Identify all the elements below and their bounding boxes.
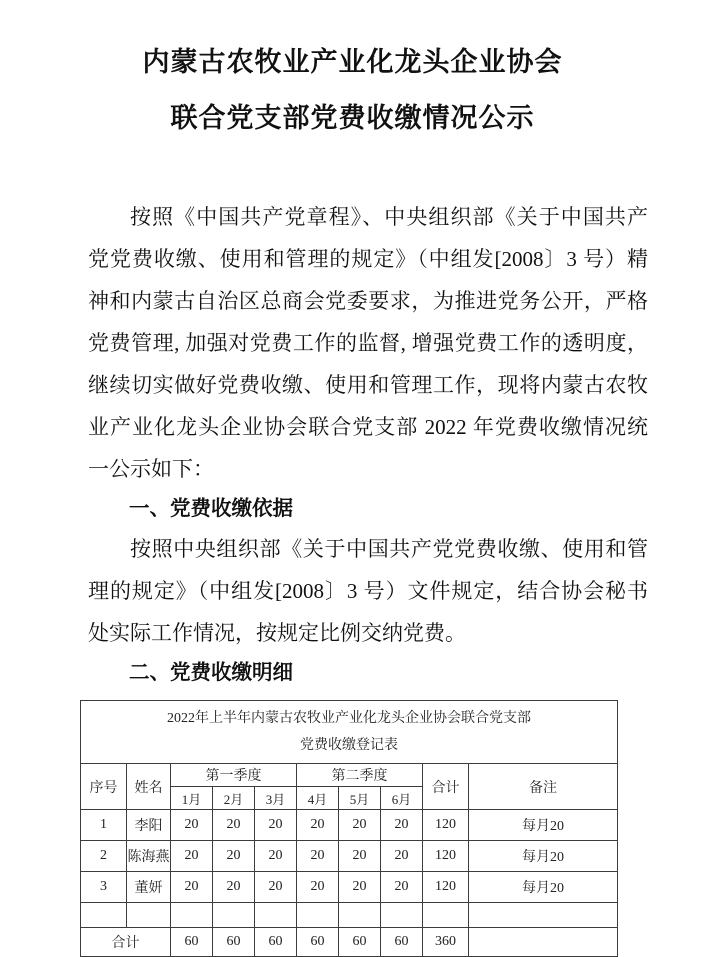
cell-remark xyxy=(469,903,618,928)
cell-index xyxy=(81,903,127,928)
col-header-quarter1: 第一季度 xyxy=(171,764,297,787)
cell-month-6: 20 xyxy=(381,841,423,872)
cell-month-4 xyxy=(297,903,339,928)
fee-row xyxy=(81,872,618,903)
cell-month-1: 20 xyxy=(171,810,213,841)
col-header-quarter2: 第二季度 xyxy=(297,764,423,787)
cell-remark: 每月20 xyxy=(469,810,618,841)
cell-name: 陈海燕 xyxy=(127,841,171,872)
cell-index: 3 xyxy=(81,872,127,903)
col-header-name: 姓名 xyxy=(127,764,171,810)
col-header-month-4: 4月 xyxy=(297,787,339,810)
paragraph-line: 处实际工作情况，按规定比例交纳党费。 xyxy=(88,621,466,645)
col-header-month-6: 6月 xyxy=(381,787,423,810)
paragraph-line: 理的规定》（中组发[2008〕3 号）文件规定，结合协会秘书 xyxy=(88,579,648,603)
section-1-heading: 一、党费收缴依据 xyxy=(129,497,293,520)
cell-month-4: 20 xyxy=(297,872,339,903)
cell-index: 1 xyxy=(81,810,127,841)
col-header-index: 序号 xyxy=(81,764,127,810)
table-title-line2: 党费收缴登记表 xyxy=(300,738,398,753)
paragraph-line: 神和内蒙古自治区总商会党委要求，为推进党务公开，严格 xyxy=(88,289,648,313)
cell-month-5: 20 xyxy=(339,810,381,841)
doc-title-line2: 联合党支部党费收缴情况公示 xyxy=(170,103,535,133)
cell-total-month-3: 60 xyxy=(255,928,297,957)
fee-row xyxy=(81,810,618,841)
empty-row xyxy=(81,903,618,928)
doc-title xyxy=(0,0,705,146)
cell-month-4: 20 xyxy=(297,841,339,872)
col-header-total: 合计 xyxy=(423,764,469,810)
cell-remark: 每月20 xyxy=(469,872,618,903)
cell-total: 120 xyxy=(423,810,469,841)
cell-month-3: 20 xyxy=(255,872,297,903)
fee-row xyxy=(81,841,618,872)
cell-total-month-2: 60 xyxy=(213,928,255,957)
col-header-remark: 备注 xyxy=(469,764,618,810)
cell-month-2: 20 xyxy=(213,841,255,872)
cell-grand-total: 360 xyxy=(423,928,469,957)
cell-month-3: 20 xyxy=(255,841,297,872)
cell-total xyxy=(423,903,469,928)
cell-name: 董妍 xyxy=(127,872,171,903)
cell-month-3: 20 xyxy=(255,810,297,841)
cell-name: 李阳 xyxy=(127,810,171,841)
cell-month-2: 20 xyxy=(213,872,255,903)
col-header-month-5: 5月 xyxy=(339,787,381,810)
cell-total: 120 xyxy=(423,841,469,872)
col-header-month-1: 1月 xyxy=(171,787,213,810)
cell-remark: 每月20 xyxy=(469,841,618,872)
cell-month-1: 20 xyxy=(171,872,213,903)
cell-total-month-1: 60 xyxy=(171,928,213,957)
cell-month-3 xyxy=(255,903,297,928)
table-title-line1: 2022年上半年内蒙古农牧业产业化龙头企业协会联合党支部 xyxy=(167,711,531,726)
cell-month-6: 20 xyxy=(381,810,423,841)
cell-total-month-4: 60 xyxy=(297,928,339,957)
cell-month-5: 20 xyxy=(339,841,381,872)
col-header-month-2: 2月 xyxy=(213,787,255,810)
basis-paragraph xyxy=(88,528,648,654)
table-title xyxy=(81,701,618,764)
fee-registration-table xyxy=(80,700,618,957)
cell-month-4: 20 xyxy=(297,810,339,841)
cell-month-6: 20 xyxy=(381,872,423,903)
cell-total-month-6: 60 xyxy=(381,928,423,957)
doc-title-line1: 内蒙古农牧业产业化龙头企业协会 xyxy=(142,47,563,77)
intro-paragraph xyxy=(88,196,648,490)
cell-total-label: 合计 xyxy=(81,928,171,957)
document-body xyxy=(88,196,648,692)
paragraph-line: 业产业化龙头企业协会联合党支部 2022 年党费收缴情况统 xyxy=(88,415,648,439)
paragraph-line: 党党费收缴、使用和管理的规定》（中组发[2008〕3 号）精 xyxy=(88,247,648,271)
section-2-heading: 二、党费收缴明细 xyxy=(129,661,293,684)
cell-month-2: 20 xyxy=(213,810,255,841)
cell-month-5 xyxy=(339,903,381,928)
cell-month-6 xyxy=(381,903,423,928)
cell-index: 2 xyxy=(81,841,127,872)
cell-month-2 xyxy=(213,903,255,928)
col-header-month-3: 3月 xyxy=(255,787,297,810)
cell-month-5: 20 xyxy=(339,872,381,903)
paragraph-line: 继续切实做好党费收缴、使用和管理工作，现将内蒙古农牧 xyxy=(88,373,648,397)
cell-total-month-5: 60 xyxy=(339,928,381,957)
cell-name xyxy=(127,903,171,928)
paragraph-line: 按照中央组织部《关于中国共产党党费收缴、使用和管 xyxy=(130,537,648,561)
cell-total: 120 xyxy=(423,872,469,903)
cell-month-1 xyxy=(171,903,213,928)
total-row xyxy=(81,928,618,957)
cell-total-remark xyxy=(469,928,618,957)
paragraph-line: 按照《中国共产党章程》、中央组织部《关于中国共产 xyxy=(130,205,648,229)
paragraph-line: 一公示如下： xyxy=(88,457,214,481)
cell-month-1: 20 xyxy=(171,841,213,872)
paragraph-line: 党费管理, 加强对党费工作的监督, 增强党费工作的透明度， xyxy=(88,331,648,355)
